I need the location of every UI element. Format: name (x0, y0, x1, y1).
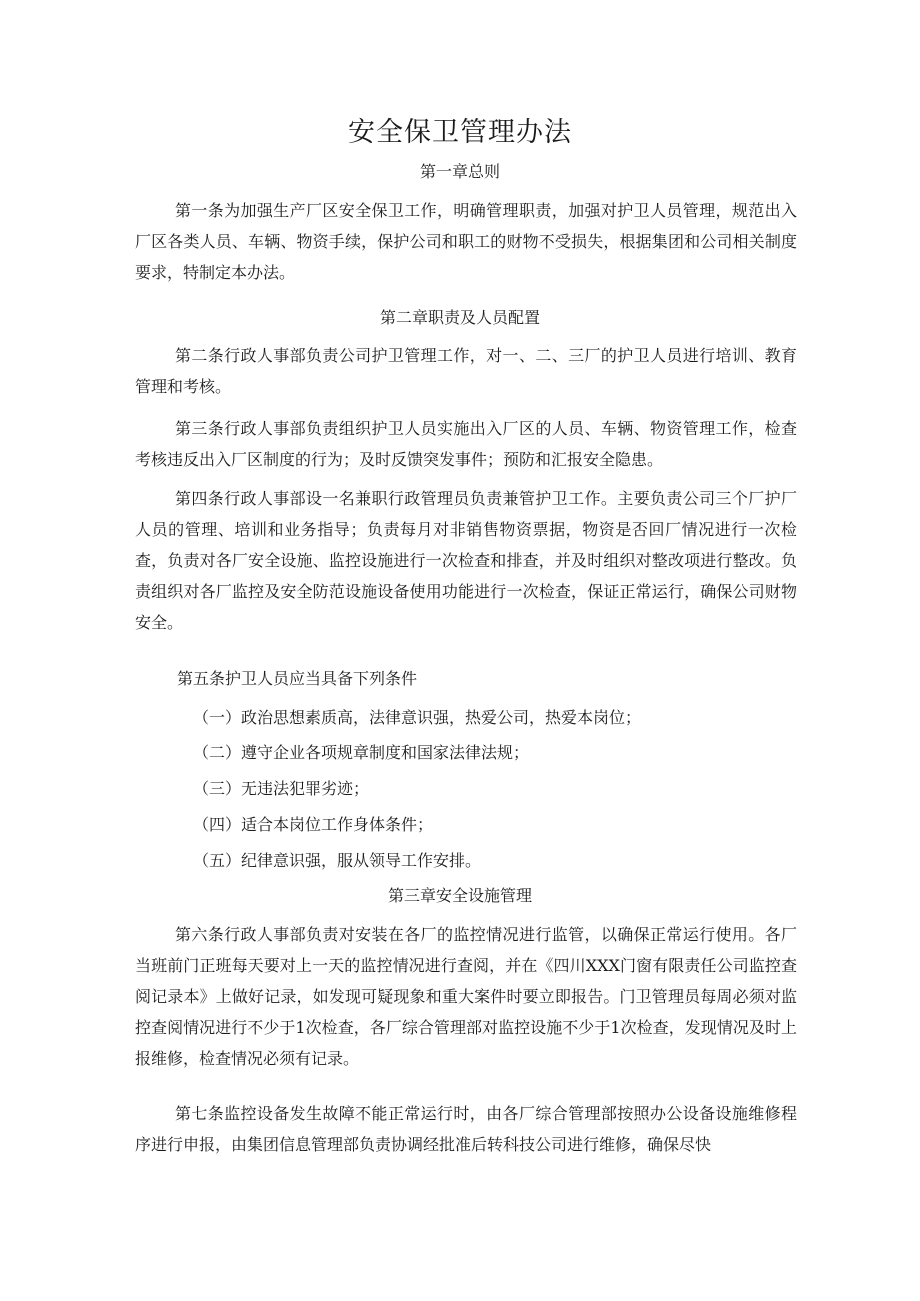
chapter-2-heading: 第二章职责及人员配置 (379, 308, 540, 327)
condition-item: （四）适合本岗位工作身体条件； (193, 815, 434, 834)
chapter-1-heading: 第一章总则 (419, 162, 500, 181)
chapter-3-heading: 第三章安全设施管理 (387, 886, 532, 905)
condition-item: （五）纪律意识强，服从领导工作安排。 (193, 851, 482, 870)
condition-item: （三）无违法犯罪劣迹； (193, 779, 370, 798)
article-2: 第二条行政人事部负责公司护卫管理工作，对一、二、三厂的护卫人员进行培训、教育管理和考核。 (135, 346, 797, 396)
article-3: 第三条行政人事部负责组织护卫人员实施出入厂区的人员、车辆、物资管理工作，检查考核违反出入厂区制度的行为；及时反馈突发事件；预防和汇报安全隐患。 (135, 419, 797, 469)
condition-item: （一）政治思想素质高，法律意识强，热爱公司，热爱本岗位； (193, 708, 642, 727)
article-7: 第七条监控设备发生故障不能正常运行时，由各厂综合管理部按照办公设备设施维修程序进行申报，由集团信息管理部负责协调经批准后转科技公司进行维修，确保尽快 (135, 1104, 797, 1154)
document-title: 安全保卫管理办法 (348, 117, 572, 148)
article-6: 第六条行政人事部负责对安装在各厂的监控情况进行监管，以确保正常运行使用。各厂当班前门正班每天要对上一天的监控情况进行查阅，并在《四川XXX门窗有限责任公司监控查阅记录本》上做好记录，如发现可疑现象和重大案件时要立即报告。门卫管理员每周必须对监控查阅情况进行不少于1次检查，各厂综合管理部对监控设施不少于1次检查，发现情况及时上报维修，检查情况必须有记录。 (135, 925, 797, 1068)
condition-item: （二）遵守企业各项规章制度和国家法律法规； (193, 743, 530, 762)
article-1: 第一条为加强生产厂区安全保卫工作，明确管理职责，加强对护卫人员管理，规范出入厂区各类人员、车辆、物资手续，保护公司和职工的财物不受损失，根据集团和公司相关制度要求，特制定本办法。 (135, 201, 797, 282)
article-5: 第五条护卫人员应当具备下列条件 (177, 669, 418, 688)
article-4: 第四条行政人事部设一名兼职行政管理员负责兼管护卫工作。主要负责公司三个厂护厂人员的管理、培训和业务指导；负责每月对非销售物资票据，物资是否回厂情况进行一次检查，负责对各厂安全设施、监控设施进行一次检查和排查，并及时组织对整改项进行整改。负责组织对各厂监控及安全防范设施设备使用功能进行一次检查，保证正常运行，确保公司财物安全。 (135, 489, 797, 632)
